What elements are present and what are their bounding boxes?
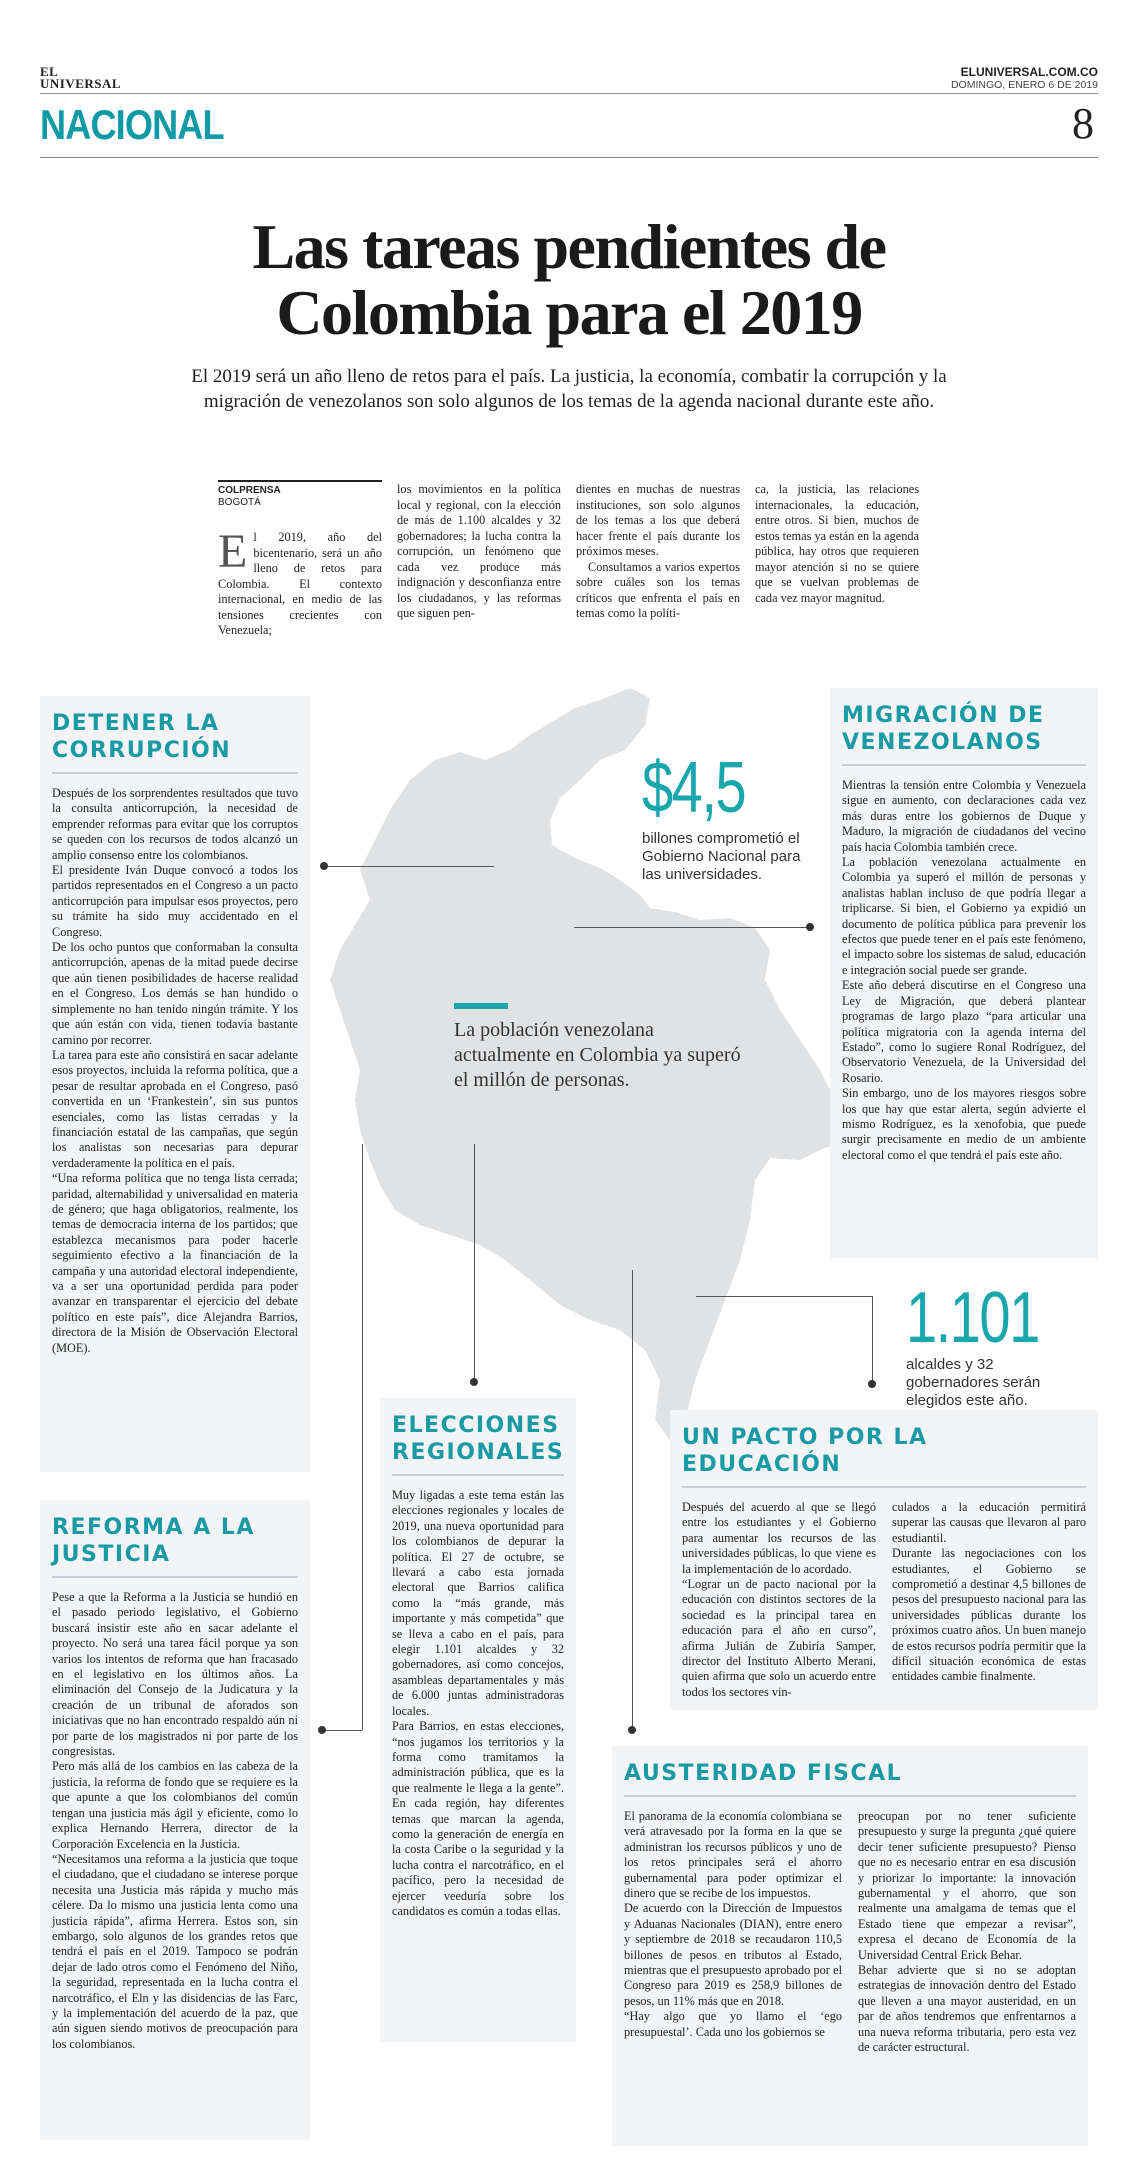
paragraph: “Lograr un de pacto nacional por la educación con distintos sectores de la sociedad es la principal tarea en educación para el año en curso”, afirma Julián de Zubiría Samper, director del Instituto Alberto Merani, quien afirma que solo un acuerdo entre todos los sectores vin- xyxy=(682,1577,876,1699)
paragraph: De los ocho puntos que conformaban la consulta anticorrupción, apenas de la mitad puede decirse que aún tienen posibilidades de hacerse realidad en el Congreso. Los demás se han hundido o simplemente no han tenido ningún trámite. Y los que aún están con vida, tienen todavía bastante camino por recorrer. xyxy=(52,940,298,1047)
stat-officials-caption: alcaldes y 32 gobernadores serán elegidos este año. xyxy=(906,1356,1041,1409)
paragraph: El presidente Iván Duque convocó a todos los partidos representados en el Congreso a un pacto anticorrupción para impulsar esos proyectos, pero su trámite ha sido muy accidentado en el Congreso. xyxy=(52,863,298,939)
paragraph: La tarea para este año consistirá en sacar adelante esos proyectos, incluida la reforma política, que a pesar de resultar aprobada en el Congreso, pasó convertida en un ‘Frankestein’, sin sus puntos esenciales, como las listas cerradas y la financiación estatal de las campañas, que según los analistas son necesarias para depurar verdaderamente la política en el país. xyxy=(52,1047,298,1170)
site-info xyxy=(951,66,1098,92)
intro-column-3 xyxy=(576,482,740,622)
byline xyxy=(218,480,382,509)
box-corrupcion-title: DETENER LA CORRUPCIÓN xyxy=(52,711,232,763)
intro-text-4: Consultamos a varios expertos sobre cuáles son los temas críticos que enfrenta el país en temas como la políti- xyxy=(576,559,740,620)
box-educacion xyxy=(670,1410,1098,1710)
column xyxy=(624,1809,842,2056)
column xyxy=(892,1500,1086,1700)
section-rule xyxy=(40,157,1098,158)
headline-line2: Colombia para el 2019 xyxy=(276,277,862,348)
paragraph: Muy ligadas a este tema están las elecciones regionales y locales de 2019, una nueva oportunidad para los colombianos de depurar la política. El 27 de octubre, se llevará a cabo esta jornada electoral que Barrios califica como la “más grande, más importante y más competida” que se lleva a cabo en el país, para elegir 1.101 alcaldes y 32 gobernadores, así como concejos, asambleas departamentales y más de 6.000 juntas administradoras locales. xyxy=(392,1488,564,1718)
paragraph: Sin embargo, uno de los mayores riesgos sobre los que hay que estar alerta, según advierte el mismo Rodríguez, es la xenofobia, que puede surgir precisamente en medio de un ambiente electoral como el que tendrá el país este año. xyxy=(842,1086,1086,1162)
paragraph: Este año deberá discutirse en el Congreso una Ley de Migración, que deberá plantear programas de largo plazo “para articular una política migratoria con la agenda interna del Estado”, como lo sugiere Ronal Rodríguez, del Observatorio Venezuela, de la Universidad del Rosario. xyxy=(842,978,1086,1085)
box-elecciones xyxy=(380,1398,576,2042)
paragraph: Pese a que la Reforma a la Justicia se hundió en el pasado periodo legislativo, el Gobierno buscará insistir este año en sacar adelante el proyecto. No será una tarea fácil porque ya son varios los intentos de reforma que han fracasado en el legislativo en los últimos años. La eliminación del Consejo de la Judicatura y la creación de un tribunal de aforados son iniciativas que no han encontrado respaldo aún ni por parte de los magistrados ni por parte de los congresistas. xyxy=(52,1590,298,1759)
paragraph: preocupan por no tener suficiente presupuesto y surge la pregunta ¿qué quiere decir tener suficiente presupuesto? Pienso que no es necesario entrar en esa discusión y priorizar lo importante: la innovación gubernamental y el ahorro, que son realmente una amalgama de temas que el Estado tiene que empezar a revisar”, expresa el decano de Economía de la Universidad Central Erick Behar. xyxy=(858,1809,1076,1962)
headline-line1: Las tareas pendientes de xyxy=(252,211,886,282)
intro-text-3: dientes en muchas de nuestras instituciones, son solo algunos de los temas a los que deberá hacer frente el país durante los próximos meses. xyxy=(576,482,740,558)
intro-text-1: l 2019, año del bicentenario, será un año lleno de retos para Colombia. El contexto internacional, en medio de las tensiones crecientes con Venezuela; xyxy=(218,530,382,637)
header-rule xyxy=(40,93,1098,94)
paragraph: “Hay algo que yo llamo el ‘ego presupuestal’. Cada uno los gobiernos se xyxy=(624,2009,842,2039)
masthead-logo xyxy=(40,66,121,90)
site-url: ELUNIVERSAL.COM.CO xyxy=(960,65,1098,79)
leader-line xyxy=(696,1296,872,1297)
intro-column-1 xyxy=(218,525,382,639)
box-corrupcion xyxy=(40,696,310,1472)
leader-dot xyxy=(470,1378,478,1386)
leader-dot xyxy=(628,1726,636,1734)
page-number: 8 xyxy=(1072,99,1094,148)
stat-officials xyxy=(906,1278,1076,1410)
box-educacion-title: UN PACTO POR LA EDUCACIÓN xyxy=(682,1425,928,1477)
column xyxy=(682,1500,876,1700)
stat-officials-value: 1.101 xyxy=(906,1278,1039,1358)
paragraph: Para Barrios, en estas elecciones, “nos jugamos los territorios y la forma como tramitamos la administración pública, que es la que realmente le llega a la gente”. En cada región, hay diferentes temas que marcan la agenda, como la generación de energía en la costa Caribe o la seguridad y la lucha contra el narcotráfico, en el pacífico, pero la necesidad de ejercer veeduría sobre los candidatos es común a todas ellas. xyxy=(392,1719,564,1918)
box-justicia-body xyxy=(52,1590,298,2052)
leader-line xyxy=(474,1144,475,1382)
section-title: NACIONAL xyxy=(40,101,224,148)
box-educacion-body xyxy=(682,1500,1086,1700)
box-austeridad xyxy=(612,1746,1088,2146)
leader-line xyxy=(872,1296,873,1384)
box-justicia xyxy=(40,1500,310,2140)
box-rule xyxy=(842,764,1086,766)
leader-dot xyxy=(318,1726,326,1734)
box-elecciones-body xyxy=(392,1488,564,1919)
stat-money-value: $4,5 xyxy=(642,748,746,828)
box-elecciones-title: ELECCIONES REGIONALES xyxy=(392,1413,565,1465)
paragraph: Después de los sorprendentes resultados que tuvo la consulta anticorrupción, la necesidad de emprender reformas para evitar que los corruptos se queden con los recursos de todos alcanzó un amplio consenso entre los colombianos. xyxy=(52,786,298,862)
box-rule xyxy=(682,1486,1086,1488)
intro-column-2: los movimientos en la política local y regional, con la elección de más de 1.100 alcaldes y 32 gobernadores; la lucha contra la corrupción, un fenómeno que cada vez produce más indignación y desconfianza entre los ciudadanos, y las reformas que siguen pen- xyxy=(397,482,561,620)
box-justicia-title: REFORMA A LA JUSTICIA xyxy=(52,1515,255,1567)
masthead-line2: UNIVERSAL xyxy=(40,76,122,91)
paragraph: culados a la educación permitirá superar las causas que llevaron al paro estudiantil. xyxy=(892,1500,1086,1545)
quote-accent-bar xyxy=(454,1003,508,1009)
intro-column-4: ca, la justicia, las relaciones internacionales, la educación, entre otros. Si bien, muchos de estos temas ya están en la agenda pública, hay otros que requieren mayor atención si no se quiere que se vuelvan problemas de cada vez mayor magnitud. xyxy=(755,482,919,605)
box-migracion-body xyxy=(842,778,1086,1163)
paragraph: Pero más allá de los cambios en las cabeza de la justicia, la reforma de fondo que se requiere es la que apunte a que los colombianos del común tengan una justicia más ágil y eficiente, como lo explica Hernando Herrera, director de la Corporación Excelencia en la Justicia. xyxy=(52,1759,298,1851)
stat-money xyxy=(642,748,812,884)
issue-date: DOMINGO, ENERO 6 DE 2019 xyxy=(950,79,1098,91)
box-migracion-title: MIGRACIÓN DE VENEZOLANOS xyxy=(842,703,1045,755)
byline-location: BOGOTÁ xyxy=(218,497,261,508)
masthead-line1: EL xyxy=(40,64,59,79)
leader-dot xyxy=(868,1380,876,1388)
paragraph: La población venezolana actualmente en Colombia ya superó el millón de personas y analistas hablan incluso de que podría llegar a triplicarse. Si bien, el Gobierno ya expidió un documento de política pública para prevenir los efectos que puede tener en el país este fenómeno, el impacto sobre los sistemas de salud, educación e integración social puede ser grande. xyxy=(842,855,1086,977)
headline xyxy=(0,211,1138,348)
paragraph: De acuerdo con la Dirección de Impuestos y Aduanas Nacionales (DIAN), entre enero y septiembre de 2018 se recaudaron 110,5 billones de pesos en tributos al Estado, mientras que el presupuesto aprobado por el Congreso para 2019 es 258,9 billones de pesos, un 11% más que en 2018. xyxy=(624,1901,842,2008)
dropcap: E xyxy=(218,525,248,578)
leader-line xyxy=(632,1270,633,1730)
paragraph: Después del acuerdo al que se llegó entre los estudiantes y el Gobierno para aumentar los recursos de las universidades públicas, lo que viene es la implementación de lo acordado. xyxy=(682,1500,876,1576)
column xyxy=(858,1809,1076,2056)
leader-line xyxy=(362,1144,363,1730)
paragraph: “Necesitamos una reforma a la justicia que toque el ciudadano, que el ciudadano se interese porque necesita una Justicia más rápida y mucho más célere. Da lo mismo una justicia lenta como una justicia rápida”, afirma Herrera. Estos son, sin embargo, solo algunos de los grandes retos que tendrá el país en el 2019. Tampoco se podrán dejar de lado otros como el Fenómeno del Niño, la seguridad, representada en la lucha contra el narcotráfico, el Eln y las disidencias de las Farc, y la implementación del acuerdo de la paz, que aún siguen siendo motivos de preocupación para los colombianos. xyxy=(52,1851,298,2051)
leader-dot xyxy=(806,923,814,931)
box-austeridad-body xyxy=(624,1809,1076,2056)
paragraph: Durante las negociaciones con los estudiantes, el Gobierno se comprometió a destinar 4,5 billones de pesos del presupuesto nacional para las universidades públicas durante los próximos cuatro años. Un buen manejo de estos recursos podría permitir que la difícil situación económica de estas entidades cambie finalmente. xyxy=(892,1546,1086,1684)
box-rule xyxy=(52,1576,298,1578)
box-rule xyxy=(624,1795,1076,1797)
box-rule xyxy=(52,772,298,774)
leader-line xyxy=(574,927,810,928)
leader-dot xyxy=(320,862,328,870)
leader-line xyxy=(326,866,494,867)
paragraph: Mientras la tensión entre Colombia y Venezuela sigue en aumento, con declaraciones cada vez más duras entre los gobiernos de Duque y Maduro, la migración de ciudadanos del vecino país hacia Colombia también crece. xyxy=(842,778,1086,854)
box-migracion xyxy=(830,688,1098,1258)
box-rule xyxy=(392,1474,564,1476)
box-corrupcion-body xyxy=(52,786,298,1356)
dek: El 2019 será un año lleno de retos para el país. La justicia, la economía, combatir la corrupción y la migración de venezolanos son solo algunos de los temas de la agenda nacional durante este año. xyxy=(191,366,947,412)
pull-quote: La población venezolana actualmente en Colombia ya superó el millón de personas. xyxy=(454,1019,741,1091)
paragraph: Behar advierte que si no se adoptan estrategias de innovación dentro del Estado que lleven a una mayor austeridad, en un par de años tendremos que enfrentarnos a una nueva reforma tributaria, pero esta vez de carácter estructural. xyxy=(858,1963,1076,2055)
box-austeridad-title: AUSTERIDAD FISCAL xyxy=(624,1761,903,1786)
stat-money-caption: billones comprometió el Gobierno Nacional para las universidades. xyxy=(642,830,801,883)
byline-agency: COLPRENSA xyxy=(218,485,281,496)
leader-line xyxy=(322,1730,362,1731)
paragraph: “Una reforma política que no tenga lista cerrada; paridad, alternabilidad y universalidad en materia de género; que haga obligatorios, realmente, los temas de democracia interna de los partidos; que establezca mecanismos para poder hacerle seguimiento efectivo a la financiación de la campaña y una autoridad electoral independiente, va a ser una oportunidad perdida para poder avanzar en transparentar el ejercicio del debate político en este país”, dice Alejandra Barrios, directora de la Misión de Observación Electoral (MOE). xyxy=(52,1171,298,1355)
paragraph: El panorama de la economía colombiana se verá atravesado por la forma en la que se administran los recursos públicos y uno de los retos principales será el ahorro gubernamental para poder optimizar el dinero que se recibe de los impuestos. xyxy=(624,1809,842,1901)
